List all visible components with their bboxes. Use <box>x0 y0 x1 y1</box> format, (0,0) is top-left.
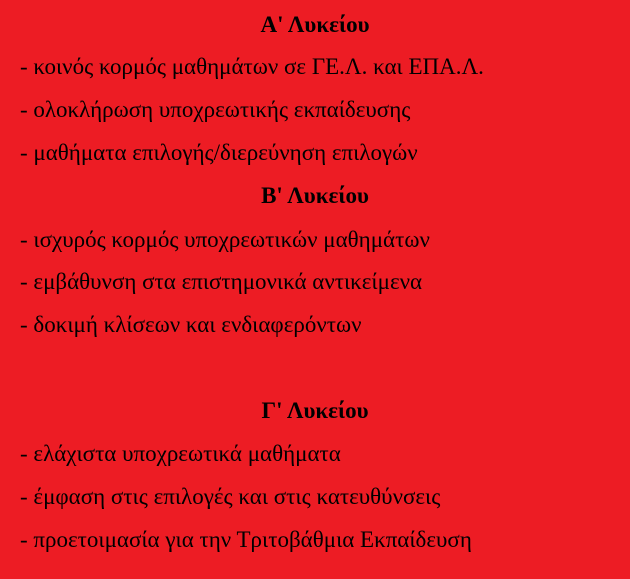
list-item: - έμφαση στις επιλογές και στις κατευθύνσεις <box>20 484 441 509</box>
list-item: - ελάχιστα υποχρεωτικά μαθήματα <box>20 441 341 466</box>
section-heading-c: Γ' Λυκείου <box>261 398 369 423</box>
list-item: - δοκιμή κλίσεων και ενδιαφερόντων <box>20 312 362 337</box>
list-item: - μαθήματα επιλογής/διερεύνηση επιλογών <box>20 140 418 165</box>
list-item: - ισχυρός κορμός υποχρεωτικών μαθημάτων <box>20 227 430 252</box>
list-item: - ολοκλήρωση υποχρεωτικής εκπαίδευσης <box>20 97 411 122</box>
list-item: - εμβάθυνση στα επιστημονικά αντικείμενα <box>20 269 423 294</box>
section-heading-b: Β' Λυκείου <box>261 183 369 208</box>
list-item: - κοινός κορμός μαθημάτων σε ΓΕ.Λ. και ΕΠΑ.Λ. <box>20 54 484 79</box>
section-heading-a: Α' Λυκείου <box>260 12 370 37</box>
list-item: - προετοιμασία για την Τριτοβάθμια Εκπαίδευση <box>20 527 472 552</box>
